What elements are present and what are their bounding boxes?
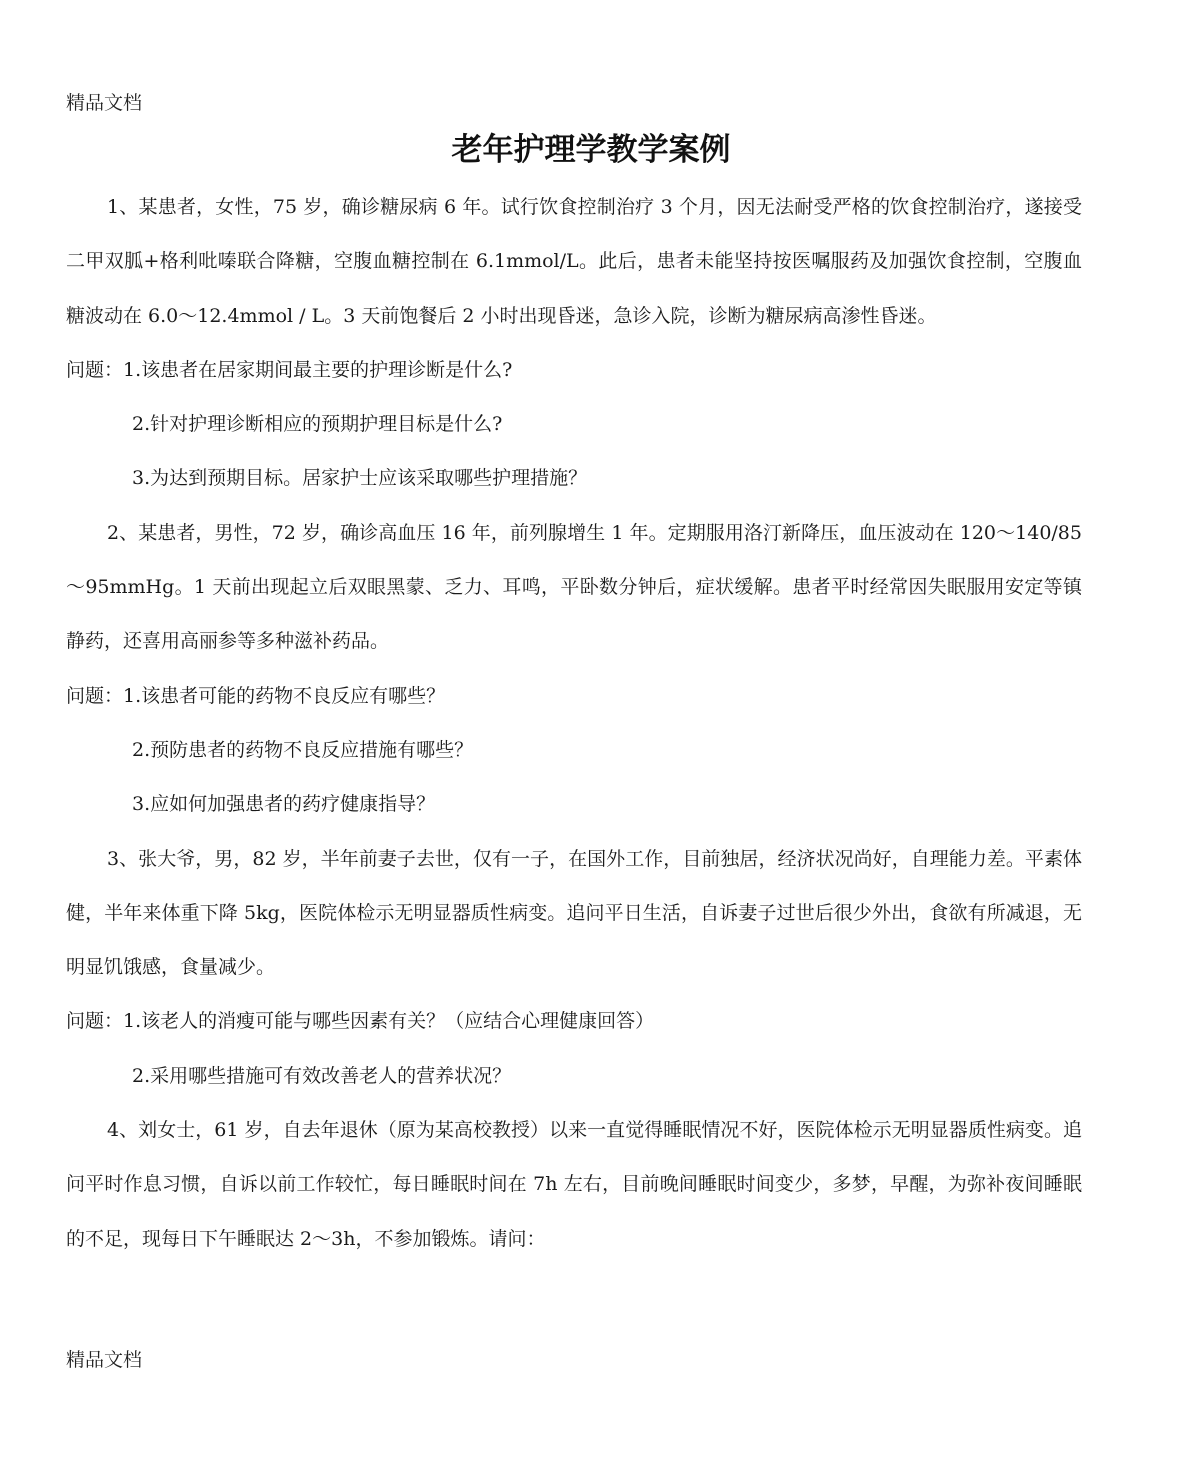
question-text: 1.该患者可能的药物不良反应有哪些？ xyxy=(123,684,446,707)
question-item: 3.为达到预期目标。居家护士应该采取哪些护理措施？ xyxy=(132,467,588,490)
case-1 xyxy=(66,180,1082,506)
question-item: 2.针对护理诊断相应的预期护理目标是什么? xyxy=(132,413,503,436)
question-item: 2.采用哪些措施可有效改善老人的营养状况？ xyxy=(132,1064,512,1087)
questions-label: 问题： xyxy=(66,684,124,707)
page-header: 精品文档 xyxy=(66,92,143,114)
case-paragraph: 1、某患者，女性，75 岁，确诊糖尿病 6 年。试行饮食控制治疗 3 个月，因无法耐受严格的饮食控制治疗，遂接受二甲双胍+格利吡嗪联合降糖，空腹血糖控制在 6.1mmol/L。此后，患者未能坚持按医嘱服药及加强饮食控制，空腹血糖波动在 6.0～12.4mmol / L。3 天前饱餐后 2 小时出现昏迷，急诊入院，诊断为糖尿病高渗性昏迷。 xyxy=(66,196,1082,327)
question-list xyxy=(66,994,1082,1103)
case-paragraph: 3、张大爷，男，82 岁，半年前妻子去世，仅有一子，在国外工作，目前独居，经济状况尚好，自理能力差。平素体健，半年来体重下降 5kg，医院体检示无明显器质性病变。追问平日生活，自诉妻子过世后很少外出，食欲有所减退，无明显饥饿感，食量减少。 xyxy=(66,847,1082,979)
page-footer: 精品文档 xyxy=(66,1349,143,1371)
question-item xyxy=(66,343,1082,397)
case-4 xyxy=(66,1103,1082,1266)
case-paragraph: 2、某患者，男性，72 岁，确诊高血压 16 年，前列腺增生 1 年。定期服用洛汀新降压，血压波动在 120～140/85～95mmHg。1 天前出现起立后双眼黑蒙、乏力、耳鸣，平卧数分钟后，症状缓解。患者平时经常因失眠服用安定等镇静药，还喜用高丽参等多种滋补药品。 xyxy=(66,521,1082,653)
question-item xyxy=(66,994,1082,1048)
questions-label: 问题： xyxy=(66,1010,124,1033)
case-paragraph: 4、刘女士，61 岁，自去年退休（原为某高校教授）以来一直觉得睡眠情况不好，医院体检示无明显器质性病变。追问平时作息习惯，自诉以前工作较忙，每日睡眠时间在 7h 左右，目前晚间睡眠时间变少，多梦，早醒，为弥补夜间睡眠的不足，现每日下午睡眠达 2～3h，不参加锻炼。请问： xyxy=(66,1119,1082,1250)
question-list xyxy=(66,343,1082,506)
document-body xyxy=(66,180,1082,1266)
case-2 xyxy=(66,506,1082,832)
question-text: 1.该老人的消瘦可能与哪些因素有关？（应结合心理健康回答） xyxy=(123,1010,655,1033)
case-3 xyxy=(66,832,1082,1103)
questions-label: 问题： xyxy=(66,358,124,381)
question-text: 1.该患者在居家期间最主要的护理诊断是什么? xyxy=(123,358,513,381)
document-title: 老年护理学教学案例 xyxy=(451,132,731,168)
question-list xyxy=(66,669,1082,832)
question-item: 3.应如何加强患者的药疗健康指导？ xyxy=(132,793,436,816)
question-item xyxy=(66,669,1082,723)
question-item: 2.预防患者的药物不良反应措施有哪些？ xyxy=(132,738,474,761)
